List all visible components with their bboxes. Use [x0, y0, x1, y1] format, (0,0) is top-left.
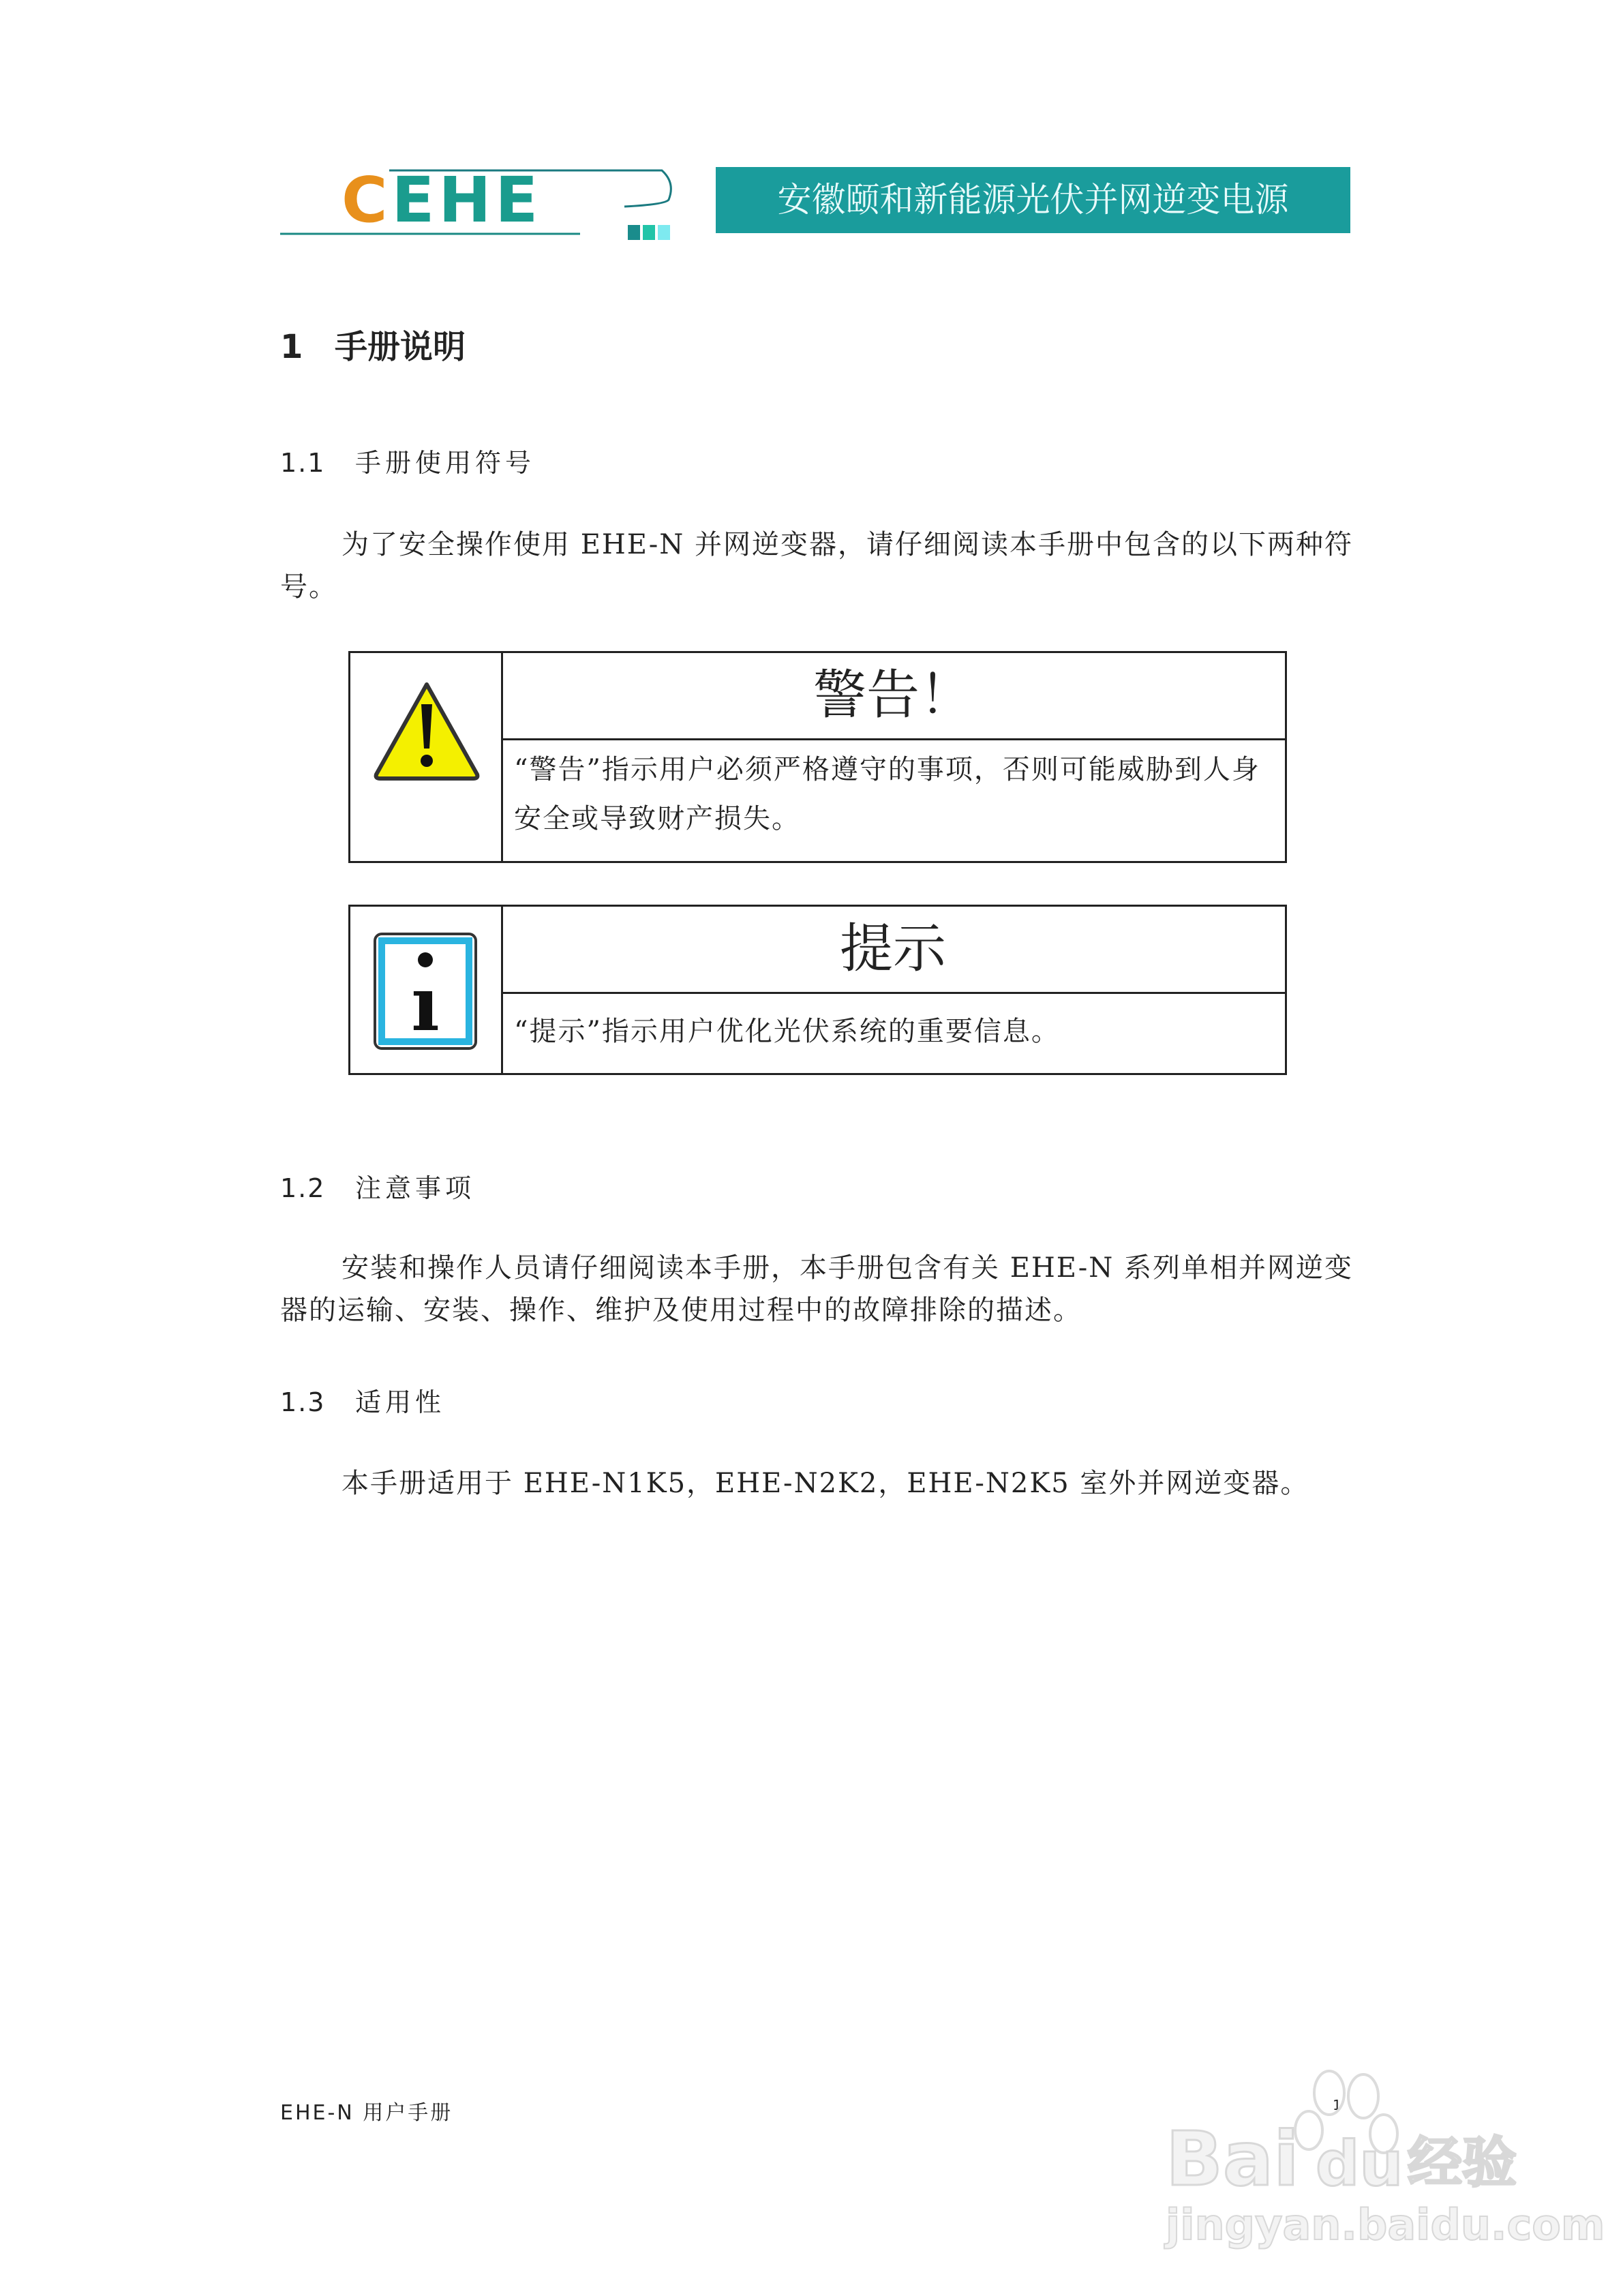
- subsection-heading-1-1: [280, 442, 535, 479]
- section-number: 1: [280, 328, 303, 366]
- header-banner: 安徽颐和新能源光伏并网逆变电源: [716, 167, 1350, 233]
- warning-box: [348, 651, 1287, 863]
- warning-icon-cell: [350, 653, 503, 861]
- section-title: 手册说明: [335, 328, 466, 366]
- paragraph: 本手册适用于 EHE-N1K5，EHE-N2K2，EHE-N2K5 室外并网逆变器。: [342, 1468, 1309, 1499]
- subsection-number: 1.3: [280, 1387, 326, 1417]
- page-number: 1: [1333, 2097, 1341, 2113]
- watermark-logo: [1159, 2066, 1605, 2256]
- paragraph: 为了安全操作使用 EHE-N 并网逆变器，请仔细阅读本手册中包含的以下两种符号。: [280, 529, 1353, 603]
- warning-text: “警告”指示用户必须严格遵守的事项，否则可能威胁到人身安全或导致财产损失。: [514, 754, 1260, 834]
- info-icon: [372, 931, 479, 1051]
- paragraph: 安装和操作人员请仔细阅读本手册，本手册包含有关 EHE-N 系列单相并网逆变器的运输、安装、操作、维护及使用过程中的故障排除的描述。: [280, 1252, 1353, 1326]
- warning-title: 警告！: [501, 653, 1285, 740]
- subsection-heading-1-2: [280, 1167, 475, 1205]
- subsection-heading-1-3: [280, 1381, 445, 1419]
- info-text: “提示”指示用户优化光伏系统的重要信息。: [514, 1016, 1060, 1047]
- footer-label: EHE-N 用户手册: [280, 2101, 453, 2125]
- subsection-title: 手册使用符号: [355, 448, 536, 478]
- subsection-number: 1.1: [280, 448, 326, 478]
- subsection-title: 适用性: [355, 1387, 446, 1417]
- svg-text:jingyan.baidu.com: jingyan.baidu.com: [1166, 2200, 1605, 2250]
- svg-text:Bai: Bai: [1166, 2115, 1299, 2203]
- svg-text:ı: ı: [411, 960, 440, 1048]
- baidu-watermark: [1159, 2066, 1605, 2256]
- info-icon-cell: [350, 907, 503, 1073]
- logo-text: CEHE: [342, 164, 543, 237]
- subsection-number: 1.2: [280, 1173, 326, 1203]
- svg-text:du: du: [1316, 2128, 1404, 2200]
- section-heading: [280, 320, 466, 367]
- info-title: 提示: [501, 907, 1285, 994]
- subsection-title: 注意事项: [355, 1173, 476, 1203]
- warning-triangle-icon: [372, 680, 481, 783]
- svg-text:经验: 经验: [1408, 2131, 1517, 2194]
- company-logo: [280, 162, 689, 244]
- info-box: [348, 905, 1287, 1075]
